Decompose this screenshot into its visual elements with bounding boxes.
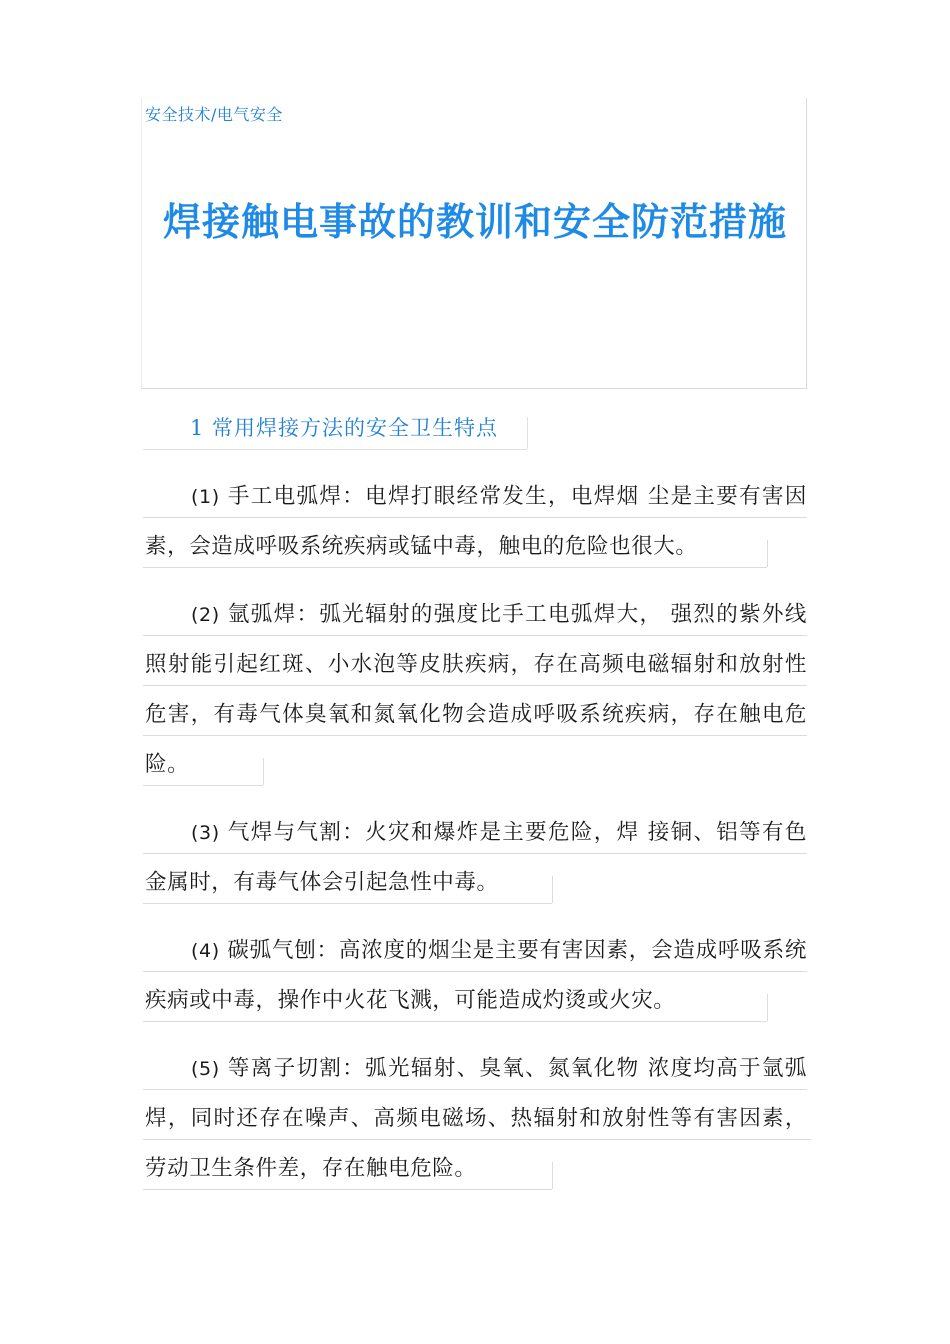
paragraph-text: 碳弧气刨：高浓度的烟尘是主要有害因素，会造成呼吸系统疾病或中毒，操作中火花飞溅，可能造成灼烫或火灾。 bbox=[145, 938, 807, 1013]
line-rule bbox=[767, 540, 768, 567]
paragraph-number: (5) bbox=[191, 1058, 220, 1080]
paragraph-number: (4) bbox=[191, 940, 220, 962]
line-rule bbox=[263, 758, 264, 785]
paragraph-3 bbox=[145, 808, 807, 908]
line-rule bbox=[143, 785, 263, 786]
line-rule bbox=[143, 1189, 552, 1190]
section-heading: 1 常用焊接方法的安全卫生特点 bbox=[190, 416, 499, 440]
line-rule bbox=[143, 517, 807, 518]
line-rule bbox=[143, 853, 807, 854]
line-rule bbox=[143, 735, 807, 736]
paragraph-text: 气焊与气割：火灾和爆炸是主要危险，焊 接铜、铝等有色金属时，有毒气体会引起急性中毒。 bbox=[145, 820, 807, 895]
line-rule bbox=[143, 1021, 767, 1022]
paragraph-number: (3) bbox=[191, 822, 220, 844]
paragraph-number: (1) bbox=[191, 486, 220, 508]
line-rule bbox=[143, 1089, 807, 1090]
line-rule bbox=[143, 971, 807, 972]
section-divider bbox=[527, 417, 528, 449]
section-underline bbox=[143, 449, 527, 450]
category-label: 安全技术/电气安全 bbox=[145, 105, 283, 124]
line-rule bbox=[552, 1162, 553, 1189]
line-rule bbox=[143, 903, 552, 904]
paragraph-text: 等离子切割：弧光辐射、臭氧、氮氧化物 浓度均高于氩弧焊，同时还存在噪声、高频电磁场、热辐射和放射性等有害因素，劳动卫生条件差，存在触电危险。 bbox=[145, 1056, 807, 1181]
line-rule bbox=[767, 994, 768, 1021]
paragraph-4 bbox=[145, 926, 807, 1026]
paragraph-text: 手工电弧焊：电焊打眼经常发生，电焊烟 尘是主要有害因素，会造成呼吸系统疾病或锰中毒，触电的危险也很大。 bbox=[145, 484, 807, 559]
paragraph-number: (2) bbox=[191, 604, 220, 626]
line-rule bbox=[143, 635, 807, 636]
paragraph-text: 氩弧焊：弧光辐射的强度比手工电弧焊大， 强烈的紫外线照射能引起红斑、小水泡等皮肤疾病，存在高频电磁辐射和放射性危害，有毒气体臭氧和氮氧化物会造成呼吸系统疾病，存在触电危险。 bbox=[145, 602, 807, 777]
paragraph-5 bbox=[145, 1044, 807, 1194]
line-rule bbox=[143, 567, 767, 568]
paragraph-2 bbox=[145, 590, 807, 790]
document-title: 焊接触电事故的教训和安全防范措施 bbox=[162, 200, 787, 244]
paragraph-1 bbox=[145, 472, 807, 572]
line-rule bbox=[143, 685, 807, 686]
line-rule bbox=[552, 876, 553, 903]
line-rule bbox=[143, 1139, 811, 1140]
